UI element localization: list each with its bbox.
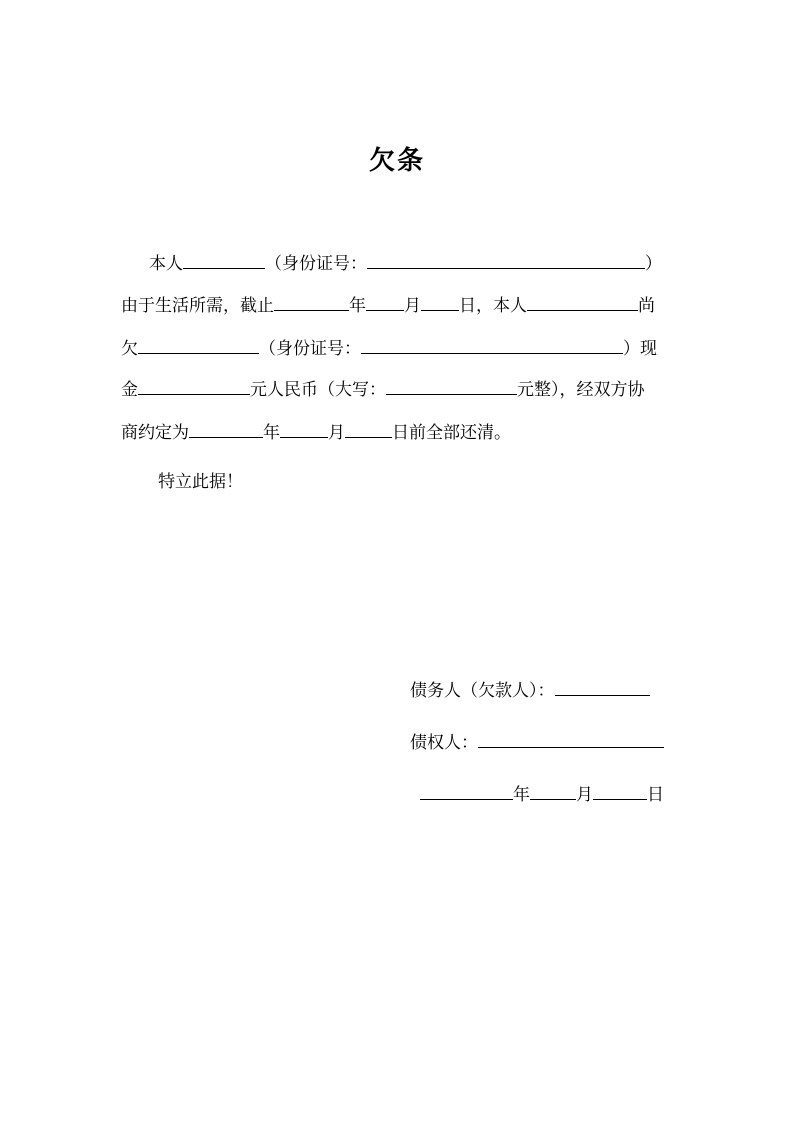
document-title: 欠条 [368,146,425,176]
debtor-signature-line [410,680,650,702]
due-day-field[interactable] [345,422,392,438]
gold-text: 金 [121,380,138,400]
self-label: 本人 [149,254,183,274]
due-year-label: 年 [263,423,280,443]
due-year-field[interactable] [189,422,263,438]
creditor-signature-line [410,732,664,754]
as-of-year-field[interactable] [274,295,349,311]
creditor-signature-field[interactable] [478,732,664,748]
signature-date-line [420,784,664,806]
due-month-label: 月 [328,423,345,443]
sign-month-label: 月 [576,785,593,805]
rmb-uppercase-label: 元人民币（大写： [250,380,386,400]
borrower-id-field[interactable] [367,253,645,269]
lender-id-field[interactable] [361,338,623,354]
body-line-4 [121,379,645,401]
day-self-label: 日，本人 [459,296,527,316]
lender-name-field[interactable] [138,338,259,354]
closing-text: 特立此据！ [158,472,243,492]
amount-field[interactable] [138,379,250,395]
month-label: 月 [404,296,421,316]
amount-uppercase-field[interactable] [386,379,517,395]
id-close-paren: ） [645,254,662,274]
due-month-field[interactable] [280,422,328,438]
repay-text: 日前全部还清。 [392,423,511,443]
id-number-label: （身份证号： [265,254,367,274]
body-line-2 [121,295,655,317]
sign-day-field[interactable] [593,784,647,800]
sign-month-field[interactable] [530,784,576,800]
borrower-name-field-2[interactable] [527,295,638,311]
as-of-month-field[interactable] [366,295,404,311]
as-of-day-field[interactable] [421,295,459,311]
borrower-name-field[interactable] [183,253,265,269]
body-line-5 [121,422,511,444]
creditor-label: 债权人： [410,733,478,753]
body-line-1 [149,253,662,275]
cash-text: ）现 [623,339,657,359]
reason-text: 由于生活所需，截止 [121,296,274,316]
owe-text: 欠 [121,339,138,359]
agreement-text: 元整），经双方协 [517,380,645,400]
year-label: 年 [349,296,366,316]
agreed-text: 商约定为 [121,423,189,443]
id-number-label-2: （身份证号： [259,339,361,359]
sign-year-field[interactable] [420,784,513,800]
still-owe-text: 尚 [638,296,655,316]
sign-day-label: 日 [647,785,664,805]
debtor-signature-field[interactable] [555,680,650,696]
debtor-label: 债务人（欠款人）： [410,681,555,701]
body-line-3 [121,338,657,360]
sign-year-label: 年 [513,785,530,805]
